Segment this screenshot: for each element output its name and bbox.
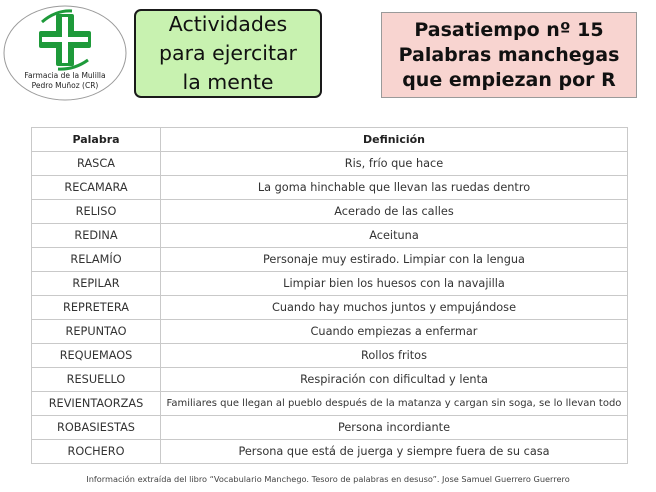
table-row [32,248,628,272]
puzzle-topic-line-1: Palabras manchegas [398,43,620,66]
definition-cell: Ris, frío que hace [161,152,628,176]
title-line-3: la mente [182,70,274,94]
word-cell: REDINA [32,224,161,248]
word-cell: REVIENTAORZAS [32,392,161,416]
definition-cell: Persona que está de juerga y siempre fuera de su casa [161,440,628,464]
word-cell: REPUNTAO [32,320,161,344]
word-cell: RECAMARA [32,176,161,200]
table-row [32,368,628,392]
glossary-table [31,127,628,464]
word-cell: REQUEMAOS [32,344,161,368]
table-row [32,416,628,440]
pharmacy-logo [2,4,128,102]
puzzle-title-box [381,12,637,98]
word-cell: ROCHERO [32,440,161,464]
definition-cell: Familiares que llegan al pueblo después de la matanza y cargan sin soga, se lo llevan todo [161,392,628,416]
definition-cell: Aceituna [161,224,628,248]
table-row [32,224,628,248]
word-cell: REPILAR [32,272,161,296]
table-row [32,392,628,416]
word-cell: REPRETERA [32,296,161,320]
definition-cell: Cuando empiezas a enfermar [161,320,628,344]
table-row [32,176,628,200]
word-cell: ROBASIESTAS [32,416,161,440]
table-row [32,344,628,368]
logo-location: Pedro Muñoz (CR) [31,81,99,90]
puzzle-topic-line-2: que empiezan por R [402,68,616,91]
definition-cell: La goma hinchable que llevan las ruedas dentro [161,176,628,200]
header-definition: Definición [161,128,628,152]
definition-cell: Cuando hay muchos juntos y empujándose [161,296,628,320]
table-row [32,152,628,176]
definition-cell: Respiración con dificultad y lenta [161,368,628,392]
definition-cell: Personaje muy estirado. Limpiar con la lengua [161,248,628,272]
puzzle-number: Pasatiempo nº 15 [414,18,604,41]
logo-pharmacy-name: Farmacia de la Mulilla [24,71,106,80]
definition-cell: Acerado de las calles [161,200,628,224]
table-header-row [32,128,628,152]
title-line-2: para ejercitar [159,41,297,65]
table-row [32,200,628,224]
word-cell: RELAMÍO [32,248,161,272]
table-row [32,320,628,344]
word-cell: RESUELLO [32,368,161,392]
title-line-1: Actividades [168,12,288,36]
table-row [32,296,628,320]
source-citation: Información extraída del libro “Vocabulario Manchego. Tesoro de palabras en desuso”. Jose Samuel Guerrero Guerrero [86,474,570,484]
table-row [32,272,628,296]
definition-cell: Limpiar bien los huesos con la navajilla [161,272,628,296]
word-cell: RASCA [32,152,161,176]
definition-cell: Rollos fritos [161,344,628,368]
header-word: Palabra [32,128,161,152]
activities-title-box [134,9,322,98]
word-cell: RELISO [32,200,161,224]
table-row [32,440,628,464]
definition-cell: Persona incordiante [161,416,628,440]
